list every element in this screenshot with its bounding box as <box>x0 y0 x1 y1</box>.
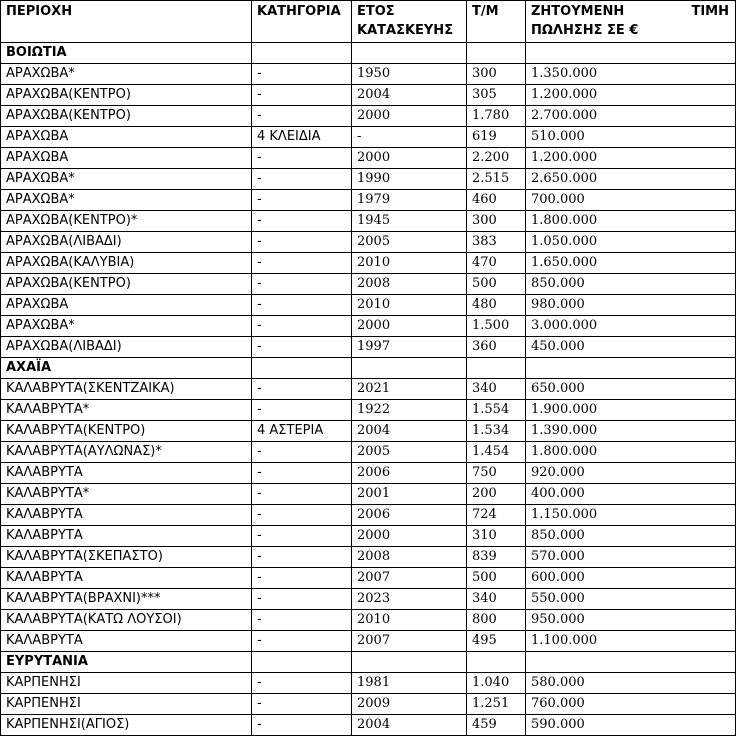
cell-area: ΚΑΛΑΒΡΥΤΑ(ΒΡΑΧΝΙ)*** <box>1 589 252 610</box>
cell-year: 1979 <box>352 190 467 211</box>
cell-price: 1.050.000 <box>526 232 736 253</box>
header-area <box>1 1 252 43</box>
cell-price: 2.700.000 <box>526 106 736 127</box>
cell-year: 2006 <box>352 463 467 484</box>
cell-category: - <box>252 694 352 715</box>
cell-sqm: 340 <box>467 589 526 610</box>
table-row <box>1 379 736 400</box>
cell-year: 2008 <box>352 547 467 568</box>
cell-sqm: 2.200 <box>467 148 526 169</box>
cell-category: - <box>252 211 352 232</box>
cell-category: 4 ΚΛΕΙΔΙΑ <box>252 127 352 148</box>
cell-area: ΑΡΑΧΩΒΑ(ΚΕΝΤΡΟ) <box>1 85 252 106</box>
table-row <box>1 295 736 316</box>
cell-sqm: 460 <box>467 190 526 211</box>
cell-sqm: 1.500 <box>467 316 526 337</box>
cell-sqm: 305 <box>467 85 526 106</box>
cell-year: 2021 <box>352 379 467 400</box>
cell-price: 1.800.000 <box>526 442 736 463</box>
cell-year: 2004 <box>352 421 467 442</box>
region-name: ΑΧΑΪΑ <box>1 358 252 379</box>
cell-sqm: 383 <box>467 232 526 253</box>
header-price-line1 <box>531 2 729 21</box>
cell-category <box>252 652 352 673</box>
cell-area: ΚΑΛΑΒΡΥΤΑ* <box>1 484 252 505</box>
table-row <box>1 568 736 589</box>
cell-category: - <box>252 232 352 253</box>
cell-price <box>526 358 736 379</box>
cell-price: 510.000 <box>526 127 736 148</box>
table-row <box>1 106 736 127</box>
cell-year <box>352 358 467 379</box>
cell-year: 1922 <box>352 400 467 421</box>
cell-year: 2000 <box>352 106 467 127</box>
table-row <box>1 505 736 526</box>
cell-area: ΚΑΛΑΒΡΥΤΑ <box>1 505 252 526</box>
cell-price: 580.000 <box>526 673 736 694</box>
cell-sqm: 1.454 <box>467 442 526 463</box>
cell-area: ΚΑΛΑΒΡΥΤΑ(ΣΚΕΝΤΖΑΙΚΑ) <box>1 379 252 400</box>
table-row <box>1 673 736 694</box>
cell-category: - <box>252 589 352 610</box>
cell-year: - <box>352 127 467 148</box>
table-row <box>1 64 736 85</box>
cell-category: - <box>252 526 352 547</box>
table-row <box>1 463 736 484</box>
cell-area: ΑΡΑΧΩΒΑ(ΚΕΝΤΡΟ) <box>1 274 252 295</box>
cell-area: ΚΑΛΑΒΡΥΤΑ <box>1 526 252 547</box>
cell-price: 950.000 <box>526 610 736 631</box>
cell-category: - <box>252 547 352 568</box>
cell-sqm: 1.554 <box>467 400 526 421</box>
cell-price: 1.350.000 <box>526 64 736 85</box>
table-row <box>1 148 736 169</box>
cell-sqm: 750 <box>467 463 526 484</box>
table-row <box>1 127 736 148</box>
cell-category: - <box>252 484 352 505</box>
table-header <box>1 1 736 43</box>
cell-category: - <box>252 610 352 631</box>
cell-year: 2009 <box>352 694 467 715</box>
cell-year: 2000 <box>352 316 467 337</box>
header-price-line2: ΠΩΛΗΣΗΣ ΣΕ € <box>531 23 639 38</box>
cell-price: 3.000.000 <box>526 316 736 337</box>
cell-category: - <box>252 274 352 295</box>
region-name: ΕΥΡΥΤΑΝΙΑ <box>1 652 252 673</box>
cell-area: ΑΡΑΧΩΒΑ* <box>1 169 252 190</box>
header-price <box>526 1 736 43</box>
cell-sqm: 1.040 <box>467 673 526 694</box>
cell-price: 1.650.000 <box>526 253 736 274</box>
cell-category: - <box>252 379 352 400</box>
cell-price <box>526 652 736 673</box>
cell-year: 1981 <box>352 673 467 694</box>
table-row <box>1 589 736 610</box>
cell-area: ΚΑΛΑΒΡΥΤΑ(ΑΥΛΩΝΑΣ)* <box>1 442 252 463</box>
cell-category: - <box>252 715 352 736</box>
cell-price: 850.000 <box>526 526 736 547</box>
cell-year: 1990 <box>352 169 467 190</box>
cell-area: ΑΡΑΧΩΒΑ(ΚΑΛΥΒΙΑ) <box>1 253 252 274</box>
cell-sqm: 360 <box>467 337 526 358</box>
cell-sqm: 310 <box>467 526 526 547</box>
cell-sqm <box>467 358 526 379</box>
cell-category: - <box>252 253 352 274</box>
cell-category: - <box>252 190 352 211</box>
cell-price: 600.000 <box>526 568 736 589</box>
table-row <box>1 715 736 736</box>
cell-sqm: 1.534 <box>467 421 526 442</box>
cell-price: 1.100.000 <box>526 631 736 652</box>
table-body <box>1 43 736 736</box>
cell-price: 760.000 <box>526 694 736 715</box>
cell-price: 1.390.000 <box>526 421 736 442</box>
cell-area: ΑΡΑΧΩΒΑ* <box>1 64 252 85</box>
cell-year <box>352 43 467 64</box>
cell-year: 2000 <box>352 526 467 547</box>
region-row <box>1 652 736 673</box>
cell-sqm: 500 <box>467 274 526 295</box>
cell-area: ΚΑΡΠΕΝΗΣΙ <box>1 673 252 694</box>
cell-price: 920.000 <box>526 463 736 484</box>
table-row <box>1 610 736 631</box>
table-row <box>1 484 736 505</box>
header-year <box>352 1 467 43</box>
cell-area: ΚΑΛΑΒΡΥΤΑ(ΚΑΤΩ ΛΟΥΣΟΙ) <box>1 610 252 631</box>
cell-sqm: 200 <box>467 484 526 505</box>
table-row <box>1 547 736 568</box>
table-row <box>1 169 736 190</box>
region-row <box>1 358 736 379</box>
header-area-label: ΠΕΡΙΟΧΗ <box>6 4 73 19</box>
cell-sqm: 1.251 <box>467 694 526 715</box>
header-price-word2: ΤΙΜΗ <box>691 4 729 19</box>
cell-area: ΑΡΑΧΩΒΑ(ΛΙΒΑΔΙ) <box>1 337 252 358</box>
cell-year: 2010 <box>352 610 467 631</box>
cell-category: - <box>252 463 352 484</box>
cell-price: 400.000 <box>526 484 736 505</box>
cell-sqm: 1.780 <box>467 106 526 127</box>
header-sqm-label: Τ/Μ <box>472 4 499 19</box>
cell-sqm: 724 <box>467 505 526 526</box>
cell-category: - <box>252 148 352 169</box>
cell-area: ΚΑΛΑΒΡΥΤΑ(ΣΚΕΠΑΣΤΟ) <box>1 547 252 568</box>
cell-price: 1.150.000 <box>526 505 736 526</box>
cell-area: ΑΡΑΧΩΒΑ(ΚΕΝΤΡΟ) <box>1 106 252 127</box>
table-row <box>1 337 736 358</box>
cell-sqm: 495 <box>467 631 526 652</box>
cell-area: ΚΑΡΠΕΝΗΣΙ <box>1 694 252 715</box>
cell-price: 650.000 <box>526 379 736 400</box>
cell-category: - <box>252 295 352 316</box>
cell-year: 2010 <box>352 295 467 316</box>
cell-area: ΚΑΛΑΒΡΥΤΑ <box>1 568 252 589</box>
header-row <box>1 1 736 43</box>
header-year-line1: ΕΤΟΣ <box>357 4 395 19</box>
cell-year: 2008 <box>352 274 467 295</box>
cell-price: 850.000 <box>526 274 736 295</box>
cell-year: 2001 <box>352 484 467 505</box>
cell-year: 2005 <box>352 232 467 253</box>
cell-price: 550.000 <box>526 589 736 610</box>
cell-category: - <box>252 568 352 589</box>
cell-year: 1950 <box>352 64 467 85</box>
cell-price: 2.650.000 <box>526 169 736 190</box>
cell-sqm: 480 <box>467 295 526 316</box>
cell-year: 1997 <box>352 337 467 358</box>
cell-year: 1945 <box>352 211 467 232</box>
cell-sqm: 459 <box>467 715 526 736</box>
cell-category: - <box>252 400 352 421</box>
cell-year: 2010 <box>352 253 467 274</box>
cell-year: 2023 <box>352 589 467 610</box>
cell-year: 2004 <box>352 85 467 106</box>
cell-category: - <box>252 442 352 463</box>
cell-category: - <box>252 85 352 106</box>
cell-category: 4 ΑΣΤΕΡΙΑ <box>252 421 352 442</box>
cell-price: 700.000 <box>526 190 736 211</box>
table-row <box>1 253 736 274</box>
region-name: ΒΟΙΩΤΙΑ <box>1 43 252 64</box>
cell-year: 2006 <box>352 505 467 526</box>
cell-area: ΚΑΛΑΒΡΥΤΑ <box>1 631 252 652</box>
cell-sqm <box>467 43 526 64</box>
cell-area: ΚΑΛΑΒΡΥΤΑ(ΚΕΝΤΡΟ) <box>1 421 252 442</box>
cell-category: - <box>252 505 352 526</box>
cell-sqm: 470 <box>467 253 526 274</box>
cell-year: 2007 <box>352 631 467 652</box>
cell-sqm: 300 <box>467 211 526 232</box>
table-row <box>1 442 736 463</box>
cell-sqm: 800 <box>467 610 526 631</box>
cell-category: - <box>252 631 352 652</box>
table-row <box>1 631 736 652</box>
cell-price: 450.000 <box>526 337 736 358</box>
table-row <box>1 232 736 253</box>
cell-year: 2007 <box>352 568 467 589</box>
cell-sqm: 619 <box>467 127 526 148</box>
header-year-line2: ΚΑΤΑΣΚΕΥΗΣ <box>357 23 454 38</box>
table-row <box>1 85 736 106</box>
table-row <box>1 190 736 211</box>
header-sqm <box>467 1 526 43</box>
cell-price <box>526 43 736 64</box>
cell-price: 1.200.000 <box>526 148 736 169</box>
table-row <box>1 694 736 715</box>
table-row <box>1 421 736 442</box>
cell-year <box>352 652 467 673</box>
cell-year: 2004 <box>352 715 467 736</box>
cell-sqm: 500 <box>467 568 526 589</box>
header-category <box>252 1 352 43</box>
table-row <box>1 526 736 547</box>
cell-area: ΑΡΑΧΩΒΑ(ΚΕΝΤΡΟ)* <box>1 211 252 232</box>
cell-category: - <box>252 316 352 337</box>
header-price-word1: ΖΗΤΟΥΜΕΝΗ <box>531 4 625 19</box>
cell-category: - <box>252 106 352 127</box>
table-row <box>1 211 736 232</box>
cell-area: ΑΡΑΧΩΒΑ <box>1 148 252 169</box>
cell-category <box>252 358 352 379</box>
cell-price: 980.000 <box>526 295 736 316</box>
cell-category: - <box>252 169 352 190</box>
cell-price: 590.000 <box>526 715 736 736</box>
cell-sqm: 839 <box>467 547 526 568</box>
cell-category: - <box>252 673 352 694</box>
table-row <box>1 316 736 337</box>
region-row <box>1 43 736 64</box>
cell-category <box>252 43 352 64</box>
header-category-label: ΚΑΤΗΓΟΡΙΑ <box>257 4 341 19</box>
cell-price: 1.200.000 <box>526 85 736 106</box>
cell-category: - <box>252 64 352 85</box>
cell-year: 2005 <box>352 442 467 463</box>
cell-area: ΚΑΛΑΒΡΥΤΑ* <box>1 400 252 421</box>
cell-area: ΚΑΡΠΕΝΗΣΙ(ΑΓΙΟΣ) <box>1 715 252 736</box>
cell-price: 570.000 <box>526 547 736 568</box>
cell-area: ΑΡΑΧΩΒΑ* <box>1 316 252 337</box>
cell-sqm: 2.515 <box>467 169 526 190</box>
cell-price: 1.800.000 <box>526 211 736 232</box>
cell-sqm <box>467 652 526 673</box>
table-row <box>1 400 736 421</box>
cell-area: ΚΑΛΑΒΡΥΤΑ <box>1 463 252 484</box>
cell-area: ΑΡΑΧΩΒΑ <box>1 295 252 316</box>
cell-sqm: 300 <box>467 64 526 85</box>
cell-area: ΑΡΑΧΩΒΑ <box>1 127 252 148</box>
table-row <box>1 274 736 295</box>
cell-area: ΑΡΑΧΩΒΑ(ΛΙΒΑΔΙ) <box>1 232 252 253</box>
cell-sqm: 340 <box>467 379 526 400</box>
cell-price: 1.900.000 <box>526 400 736 421</box>
cell-category: - <box>252 337 352 358</box>
cell-area: ΑΡΑΧΩΒΑ* <box>1 190 252 211</box>
cell-year: 2000 <box>352 148 467 169</box>
